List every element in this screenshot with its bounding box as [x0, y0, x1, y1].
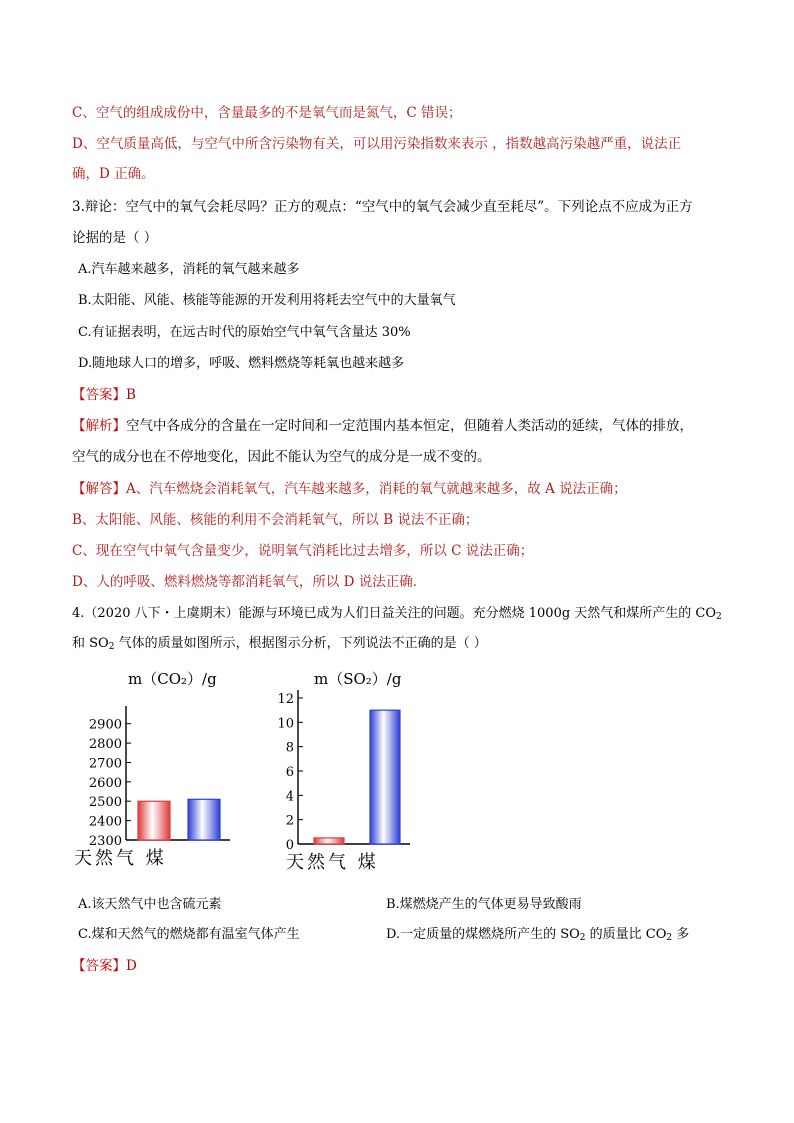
y-tick-label: 2800	[88, 737, 122, 753]
question-4-option-b: B.煤燃烧产生的气体更易导致酸雨	[386, 897, 582, 912]
question-3-option-d: D.随地球人口的增多，呼吸、燃料燃烧等耗氧也越来越多	[78, 356, 405, 371]
question-3-option-c: C.有证据表明，在远古时代的原始空气中氧气含量达 30%	[78, 325, 411, 340]
option-c-explanation: C、空气的组成成份中，含量最多的不是氧气而是氮气，C 错误；	[72, 105, 462, 121]
bar-natural-gas	[138, 801, 170, 840]
bar-natural-gas	[314, 838, 344, 844]
question-3-solution	[72, 479, 627, 499]
subscript: 2	[579, 933, 586, 943]
question-4-stem-text: 和 SO	[72, 636, 109, 651]
answer-value: D	[126, 958, 137, 974]
y-tick-label: 10	[277, 716, 294, 732]
chart-title: m（CO₂）/g	[128, 670, 217, 688]
option-d-explanation: D、空气质量高低，与空气中所含污染物有关，可以用污染指数来表示 ，指数越高污染越严重，说法正	[72, 136, 682, 152]
subscript: 2	[108, 642, 115, 652]
y-tick-label: 2	[285, 813, 294, 829]
y-tick-label: 2600	[88, 775, 122, 791]
question-4-answer	[72, 956, 137, 976]
so2-bar-chart	[270, 664, 430, 874]
bar-coal	[188, 799, 220, 840]
y-tick-label: 2700	[88, 756, 122, 772]
x-category-labels: 天然气 煤	[286, 852, 379, 873]
question-3-option-b: B.太阳能、风能、核能等能源的开发利用将耗去空气中的大量氧气	[78, 293, 456, 308]
question-4-option-a: A.该天然气中也含硫元素	[78, 897, 222, 912]
y-tick-label: 4	[285, 789, 294, 805]
answer-value: B	[126, 387, 136, 403]
question-3-answer	[72, 385, 136, 405]
question-3-solution-c: C、现在空气中氧气含量变少，说明氧气消耗比过去增多，所以 C 说法正确；	[72, 543, 534, 559]
question-3-analysis-cont: 空气的成分也在不停地变化，因此不能认为空气的成分是一成不变的。	[72, 449, 491, 465]
subscript: 2	[716, 612, 722, 622]
question-4-option-c: C.煤和天然气的燃烧都有温室气体产生	[78, 927, 300, 942]
question-3-stem: 3.辩论：空气中的氧气会耗尽吗？正方的观点：“空气中的氧气会减少直至耗尽”。下列论点不应成为正方	[72, 199, 693, 215]
option-d-text: 的质量比 CO	[585, 927, 667, 942]
question-3-analysis	[72, 416, 693, 436]
question-3-solution-b: B、太阳能、风能、核能的利用不会消耗氧气，所以 B 说法不正确；	[72, 512, 479, 528]
analysis-tag: 【解析】	[72, 418, 126, 434]
answer-tag: 【答案】	[72, 958, 126, 974]
question-3-solution-d: D、人的呼吸、燃料燃烧等都消耗氧气，所以 D 说法正确．	[72, 574, 427, 590]
option-d-text: 多	[672, 927, 690, 942]
question-4-stem-text: 气体的质量如图所示，根据图示分析，下列说法不正确的是（ ）	[114, 636, 487, 651]
x-category-labels: 天然气 煤	[74, 848, 167, 869]
y-tick-label: 8	[285, 740, 294, 756]
y-tick-label: 0	[285, 838, 294, 853]
bar-coal	[370, 710, 400, 844]
subscript: 2	[666, 933, 673, 943]
y-tick-label: 2500	[88, 795, 122, 811]
answer-tag: 【答案】	[72, 387, 126, 403]
y-tick-label: 2300	[88, 834, 122, 849]
solution-tag: 【解答】	[72, 481, 126, 497]
option-d-text: D.一定质量的煤燃烧所产生的 SO	[386, 927, 580, 942]
question-4-stem-cont	[72, 634, 487, 657]
y-tick-label: 12	[277, 692, 294, 707]
solution-a: A、汽车燃烧会消耗氧气，汽车越来越多，消耗的氧气就越来越多，故 A 说法正确；	[126, 481, 627, 497]
analysis-text: 空气中各成分的含量在一定时间和一定范围内基本恒定，但随着人类活动的延续，气体的排放，	[126, 418, 693, 434]
question-3-option-a: A.汽车越来越多，消耗的氧气越来越多	[78, 262, 300, 277]
y-tick-label: 2400	[88, 814, 122, 830]
co2-bar-chart	[70, 664, 270, 874]
question-4-stem	[72, 604, 722, 627]
question-4-option-d	[386, 925, 689, 948]
y-tick-label: 6	[285, 765, 294, 780]
question-4-stem-text: 4.（2020 八下・上虞期末）能源与环境已成为人们日益关注的问题。充分燃烧 1000g 天然气和煤所产生的 CO	[72, 606, 717, 621]
chart-title: m（SO₂）/g	[314, 670, 402, 688]
y-tick-label: 2900	[88, 717, 122, 733]
option-d-explanation-cont: 确，D 正确。	[72, 166, 155, 182]
question-3-stem-cont: 论据的是（ ）	[72, 230, 158, 246]
